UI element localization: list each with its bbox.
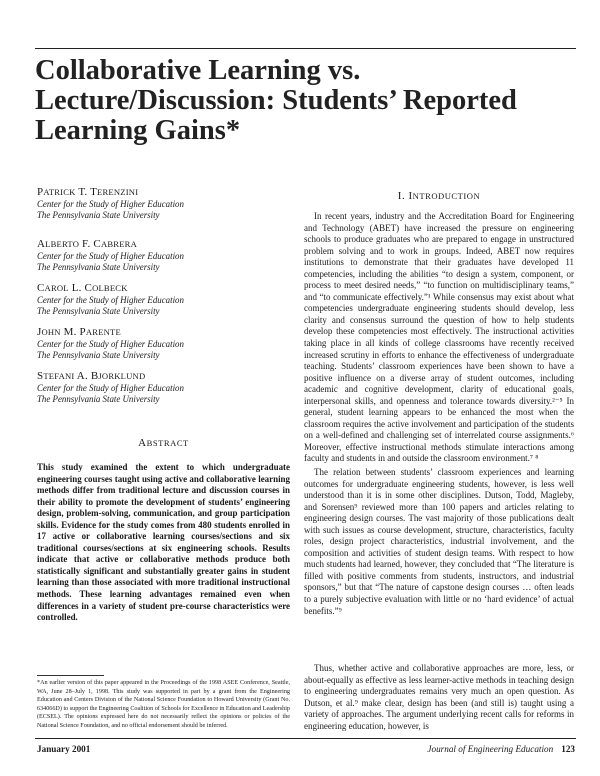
author-university: The Pennsylvania State University (37, 210, 160, 221)
author-center: Center for the Study of Higher Education (37, 251, 184, 261)
introduction-heading: I. INTRODUCTION (397, 190, 481, 202)
author-university: The Pennsylvania State University (37, 262, 160, 273)
author-block (37, 370, 287, 406)
author-center: Center for the Study of Higher Education (37, 339, 184, 349)
intro-paragraph: Thus, whether active and collaborative approaches are more, less, or about-equally as effective as less learner-active methods in teaching design to engineering undergraduates remains very much an open question. As Dutson, et al.⁹ make clear, design has been (and still is) taught using a variety of approaches. The argument underlying recent calls for reforms in engineering education, however, is (304, 663, 574, 731)
author-block (37, 326, 287, 362)
author-center: Center for the Study of Higher Education (37, 383, 184, 393)
author-university: The Pennsylvania State University (37, 306, 160, 317)
bottom-rule (35, 738, 576, 739)
author-center: Center for the Study of Higher Education (37, 295, 184, 305)
author-name: PATRICK T. TERENZINI (37, 186, 139, 198)
author-university: The Pennsylvania State University (37, 394, 160, 405)
author-block (37, 186, 287, 222)
author-block (37, 238, 287, 274)
author-name: STEFANI A. BJORKLUND (37, 370, 146, 382)
author-university: The Pennsylvania State University (37, 350, 160, 361)
author-name: ALBERTO F. CABRERA (37, 238, 137, 250)
footer-journal (400, 743, 575, 755)
author-center: Center for the Study of Higher Education (37, 199, 184, 209)
footer-date: January 2001 (37, 744, 91, 754)
footnote-rule (37, 675, 104, 676)
intro-paragraph: The relation between students’ classroom experiences and learning outcomes for undergraduate engineering students, however, is less well understood than it is in some other disciplines. Dutson, Todd, Magleby, and Sorensen⁹ reviewed more than 100 papers and articles relating to engineering design courses. The vast majority of those publications dealt with such issues as course development, structure, characteristics, faculty roles, design project characteristics, industrial involvement, and the composition and activities of student design teams. With respect to how much students had learned, however, they concluded that “The literature is filled with positive comments from students, instructors, and industrial sponsors,” but that “The nature of capstone design courses … often leads to a purely subjective evaluation with little or no ‘hard evidence’ of actual benefits.”⁹ (304, 467, 574, 616)
author-block (37, 282, 287, 318)
abstract-text: This study examined the extent to which undergraduate engineering courses taught using active and collaborative learning methods differ from traditional lecture and discussion courses in their ability to promote the development of students’ engineering design, problem-solving, communication, and group participation skills. Evidence for the study comes from 480 students enrolled in 17 active or collaborative learning courses/sections and six traditional courses/sections at six engineering schools. Results indicate that active or collaborative methods produce both statistically significant and substantially greater gains in student learning than those associated with more traditional instructional methods. These learning advantages remained even when differences in a variety of student pre-course characteristics were controlled. (37, 462, 290, 623)
page-number: 123 (561, 744, 575, 754)
author-name: CAROL L. COLBECK (37, 282, 128, 294)
footnote: *An earlier version of this paper appeared in the Proceedings of the 1998 ASEE Conference, Seattle, WA, June 28–July 1, 1998. This study was supported in part by a grant from the Engineering Education and Centers Division of the National Science Foundation to Howard University (Grant No. 634066D) to support the Engineering Coalition of Schools for Excellence in Education and Leadership (ECSEL). The opinions expressed here do not necessarily reflect the opinions or policies of the National Science Foundation, and no official endorsement should be inferred. (37, 680, 290, 729)
article-title: Collaborative Learning vs. Lecture/Discussion: Students’ Reported Learning Gains* (35, 55, 517, 146)
journal-name: Journal of Engineering Education (427, 744, 554, 754)
intro-paragraph: In recent years, industry and the Accreditation Board for Engineering and Technology (ABET) have increased the pressure on engineering schools to produce graduates who are prepared to engage in unstructured problem solving and to work in groups. Indeed, ABET now requires institutions to demonstrate that their graduates have developed 11 competencies, including the abilities “to design a system, component, or process to meet desired needs,” “to function on multidisciplinary teams,” and “to communicate effectively.”¹ While consensus may exist about what competencies undergraduate engineering students should develop, less clarity and consensus surround the question of how to help students develop these competencies most effectively. The instructional activities taking place in all kinds of college classrooms have recently received increased scrutiny in efforts to enhance the effectiveness of undergraduate teaching. Students’ classroom experiences have been shown to have a positive influence on a diverse array of student outcomes, including academic and cognitive development, clarity of educational goals, interpersonal skills, and openness and tolerance towards diversity.²⁻⁵ In general, student learning appears to be enhanced the most when the classroom requires the active involvement and participation of the students on a well-defined and challenging set of interrelated course assignments.⁶ Moreover, effective instructional methods stimulate interactions among faculty and students in and outside the classroom environment.⁷ ⁸ (304, 211, 574, 464)
author-name: JOHN M. PARENTE (37, 326, 121, 338)
abstract-heading: ABSTRACT (138, 437, 189, 449)
top-rule (35, 48, 576, 49)
